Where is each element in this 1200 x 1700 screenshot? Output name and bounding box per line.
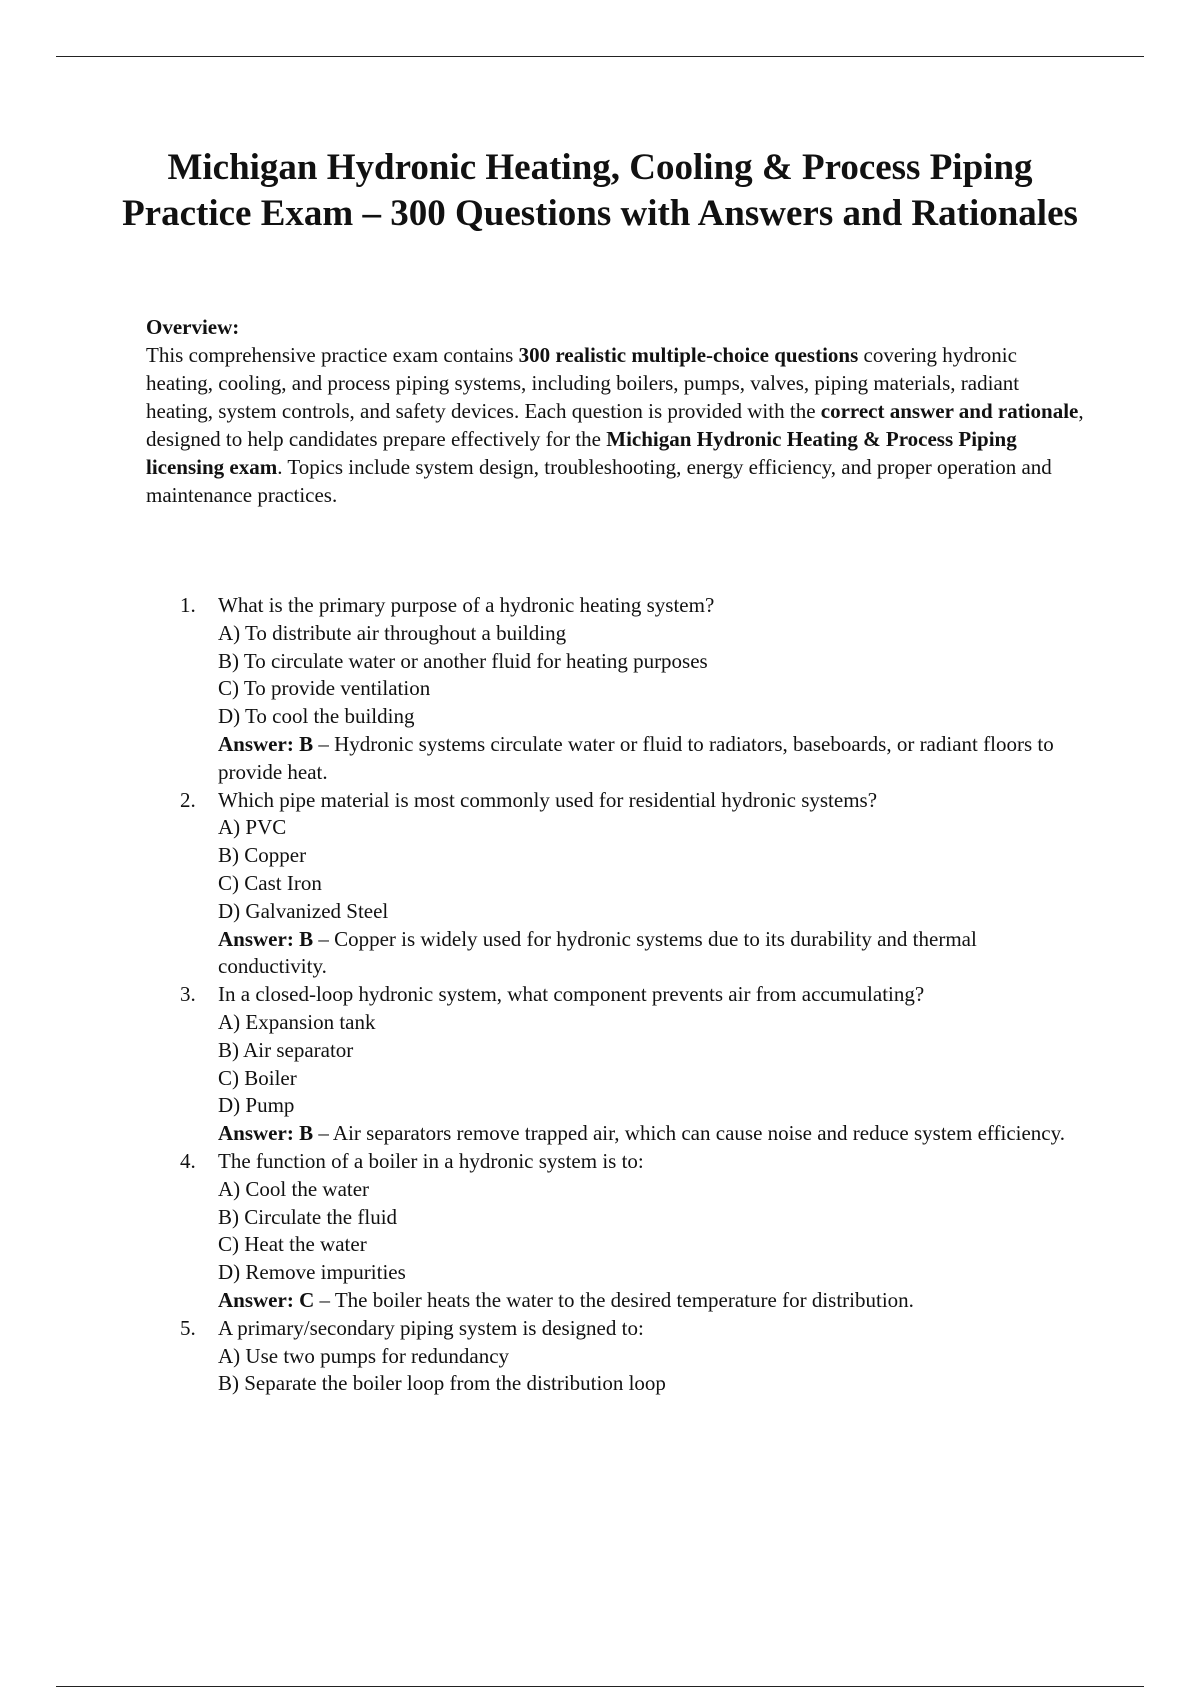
rationale-text: – Hydronic systems circulate water or fluid to radiators, baseboards, or radiant floors to provide heat. [218,731,1054,784]
answer-option: D) To cool the building [218,704,415,729]
top-rule [56,56,1144,57]
answer-option: B) Separate the boiler loop from the distribution loop [218,1371,666,1396]
rationale-text: – Copper is widely used for hydronic systems due to its durability and thermal conductivity. [218,926,977,979]
answer-label: Answer: B [218,731,314,756]
answer-option: C) Cast Iron [218,870,322,895]
question-number: 2. [180,787,196,812]
rationale-text: – Air separators remove trapped air, which can cause noise and reduce system efficiency. [313,1121,1066,1146]
overview-paragraph [146,341,1086,509]
answer-label: Answer: B [218,926,314,951]
question-text: A primary/secondary piping system is designed to: [218,1315,644,1340]
answer-rationale [218,926,1066,982]
overview-text-2: covering hydronic heating, cooling, and process piping systems, including boilers, pumps, valves, piping materials, radiant heating, system controls, and safety devices. Each question is provided with the [146,343,1020,423]
overview-bold-3: Michigan Hydronic Heating & Process Piping licensing exam [146,427,1017,479]
answer-option: B) Copper [218,843,307,868]
answer-rationale [218,1287,1066,1315]
overview-text-3: , designed to help candidates prepare effectively for the [146,399,1084,451]
answer-option: A) Cool the water [218,1176,370,1201]
question-list [146,592,1066,1398]
answer-option: A) Expansion tank [218,1009,376,1034]
question-text: The function of a boiler in a hydronic system is to: [218,1148,644,1173]
answer-option: A) To distribute air throughout a building [218,620,567,645]
question-item [146,1148,1066,1315]
question-number: 1. [180,593,196,617]
question-number: 3. [180,982,196,1007]
answer-option: D) Galvanized Steel [218,898,389,923]
question-text: What is the primary purpose of a hydronic heating system? [218,593,715,617]
overview-heading: Overview: [146,315,240,339]
overview-text-4: . Topics include system design, troubleshooting, energy efficiency, and proper operation and maintenance practices. [146,455,1052,507]
question-number: 4. [180,1148,196,1173]
answer-rationale [218,1120,1066,1148]
answer-option: D) Pump [218,1093,295,1118]
question-item [146,592,1066,787]
answer-option: B) To circulate water or another fluid for heating purposes [218,648,708,673]
rationale-text: – The boiler heats the water to the desired temperature for distribution. [314,1287,914,1312]
question-item [146,787,1066,982]
answer-option: B) Circulate the fluid [218,1204,398,1229]
document-title: Michigan Hydronic Heating, Cooling & Process Piping Practice Exam – 300 Questions with Answers and Rationales [122,147,1078,234]
answer-option: C) Heat the water [218,1232,367,1257]
bottom-rule [56,1686,1144,1687]
answer-label: Answer: C [218,1287,315,1312]
answer-option: C) To provide ventilation [218,676,431,701]
answer-rationale [218,731,1066,787]
answer-option: A) Use two pumps for redundancy [218,1343,510,1368]
answer-option: D) Remove impurities [218,1260,406,1285]
question-text: Which pipe material is most commonly used for residential hydronic systems? [218,787,878,812]
answer-option: B) Air separator [218,1037,354,1062]
answer-option: A) PVC [218,815,287,840]
question-number: 5. [180,1315,196,1340]
answer-option: C) Boiler [218,1065,297,1090]
question-text: In a closed-loop hydronic system, what component prevents air from accumulating? [218,982,925,1007]
overview-section [146,313,1086,509]
answer-label: Answer: B [218,1121,314,1146]
question-item [146,1315,1066,1398]
overview-bold-2: correct answer and rationale [820,399,1079,423]
overview-bold-1: 300 realistic multiple-choice questions [518,343,859,367]
question-item [146,981,1066,1148]
overview-text-1: This comprehensive practice exam contains [146,343,519,367]
